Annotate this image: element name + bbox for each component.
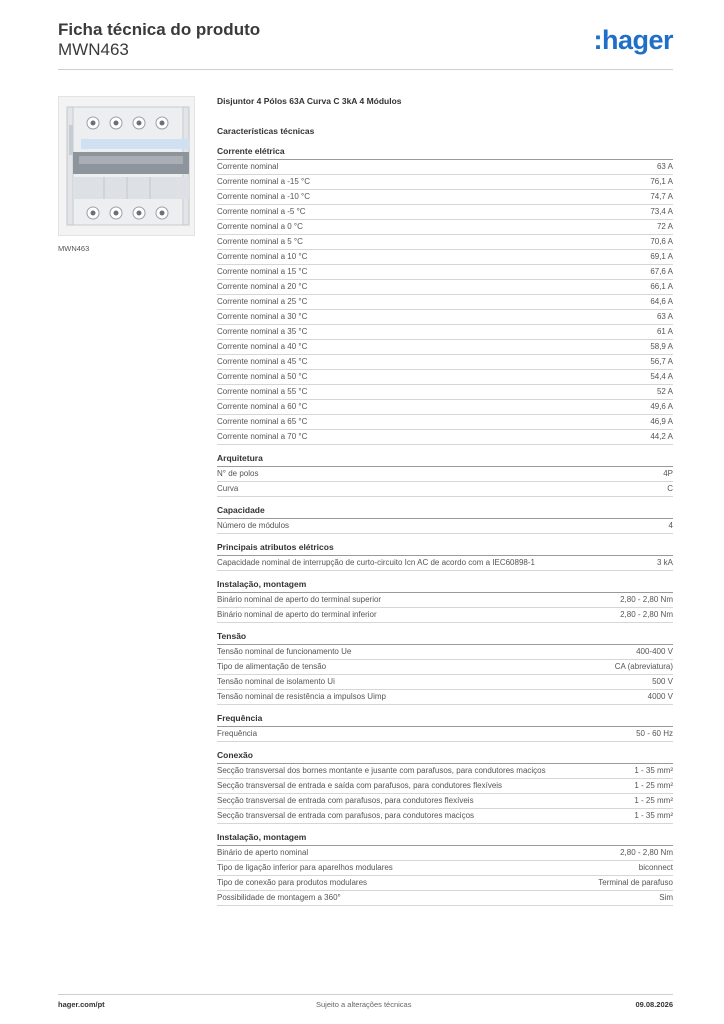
product-description: Disjuntor 4 Pólos 63A Curva C 3kA 4 Módulos bbox=[217, 96, 402, 106]
spec-value: 2,80 - 2,80 Nm bbox=[620, 610, 673, 619]
spec-label: Secção transversal dos bornes montante e jusante com parafusos, para condutores maciços bbox=[217, 766, 546, 775]
spec-label: Corrente nominal a 65 °C bbox=[217, 417, 308, 426]
spec-label: Corrente nominal a 55 °C bbox=[217, 387, 308, 396]
spec-value: 67,6 A bbox=[650, 267, 673, 276]
spec-value: Terminal de parafuso bbox=[598, 878, 673, 887]
spec-row bbox=[217, 482, 673, 497]
hager-logo: :hager bbox=[593, 25, 673, 55]
spec-row bbox=[217, 727, 673, 742]
spec-value: 63 A bbox=[656, 312, 673, 321]
spec-value: 58,9 A bbox=[650, 342, 673, 351]
spec-row bbox=[217, 355, 673, 370]
spec-label: Corrente nominal a 5 °C bbox=[217, 237, 303, 246]
spec-row bbox=[217, 809, 673, 824]
spec-row bbox=[217, 467, 673, 482]
spec-value: 4P bbox=[663, 469, 673, 478]
characteristics-title: Características técnicas bbox=[217, 126, 315, 136]
spec-sections bbox=[217, 145, 673, 906]
spec-label: Binário nominal de aperto do terminal superior bbox=[217, 595, 382, 604]
spec-value: 54,4 A bbox=[650, 372, 673, 381]
spec-row bbox=[217, 385, 673, 400]
spec-label: Corrente nominal bbox=[217, 162, 279, 171]
spec-value: C bbox=[667, 484, 673, 493]
spec-row bbox=[217, 175, 673, 190]
spec-label: Tensão nominal de funcionamento Ue bbox=[217, 647, 352, 656]
spec-value: 500 V bbox=[652, 677, 673, 686]
spec-value: 4000 V bbox=[647, 692, 673, 701]
spec-label: Capacidade nominal de interrupção de curto-circuito Icn AC de acordo com a IEC60898-1 bbox=[217, 558, 535, 567]
spec-value: 72 A bbox=[656, 222, 673, 231]
spec-value: 76,1 A bbox=[650, 177, 673, 186]
spec-row bbox=[217, 675, 673, 690]
spec-value: 49,6 A bbox=[650, 402, 673, 411]
spec-value: 73,4 A bbox=[650, 207, 673, 216]
spec-row bbox=[217, 220, 673, 235]
spec-label: Possibilidade de montagem a 360° bbox=[217, 893, 341, 902]
spec-label: Corrente nominal a 50 °C bbox=[217, 372, 308, 381]
spec-value: 400-400 V bbox=[636, 647, 673, 656]
spec-row bbox=[217, 794, 673, 809]
spec-row bbox=[217, 205, 673, 220]
spec-section bbox=[217, 541, 673, 571]
spec-label: Frequência bbox=[217, 729, 258, 738]
section-heading: Capacidade bbox=[217, 504, 673, 519]
spec-value: 2,80 - 2,80 Nm bbox=[620, 848, 673, 857]
spec-row bbox=[217, 608, 673, 623]
spec-label: Tipo de ligação inferior para aparelhos modulares bbox=[217, 863, 393, 872]
spec-label: Corrente nominal a 10 °C bbox=[217, 252, 308, 261]
spec-value: 56,7 A bbox=[650, 357, 673, 366]
spec-row bbox=[217, 645, 673, 660]
footer-website[interactable]: hager.com/pt bbox=[58, 1000, 105, 1009]
spec-row bbox=[217, 846, 673, 861]
product-image bbox=[58, 96, 195, 236]
spec-section bbox=[217, 630, 673, 705]
spec-row bbox=[217, 690, 673, 705]
spec-row bbox=[217, 415, 673, 430]
spec-label: Curva bbox=[217, 484, 239, 493]
spec-value: 1 - 35 mm² bbox=[634, 811, 673, 820]
spec-row bbox=[217, 779, 673, 794]
spec-label: Secção transversal de entrada com parafusos, para condutores flexíveis bbox=[217, 796, 474, 805]
section-heading: Frequência bbox=[217, 712, 673, 727]
spec-value: biconnect bbox=[638, 863, 673, 872]
spec-value: 1 - 25 mm² bbox=[634, 781, 673, 790]
section-heading: Arquitetura bbox=[217, 452, 673, 467]
spec-value: 61 A bbox=[656, 327, 673, 336]
spec-label: Corrente nominal a 15 °C bbox=[217, 267, 308, 276]
footer-notice: Sujeito a alterações técnicas bbox=[316, 1000, 412, 1009]
spec-label: Corrente nominal a 30 °C bbox=[217, 312, 308, 321]
spec-section bbox=[217, 749, 673, 824]
spec-row bbox=[217, 310, 673, 325]
spec-value: 4 bbox=[668, 521, 673, 530]
spec-label: Corrente nominal a 35 °C bbox=[217, 327, 308, 336]
spec-value: 1 - 35 mm² bbox=[634, 766, 673, 775]
section-heading: Principais atributos elétricos bbox=[217, 541, 673, 556]
spec-label: Corrente nominal a 45 °C bbox=[217, 357, 308, 366]
section-heading: Instalação, montagem bbox=[217, 578, 673, 593]
spec-section bbox=[217, 831, 673, 906]
section-heading: Corrente elétrica bbox=[217, 145, 673, 160]
spec-value: Sim bbox=[659, 893, 673, 902]
spec-section bbox=[217, 452, 673, 497]
spec-value: 63 A bbox=[656, 162, 673, 171]
spec-row bbox=[217, 340, 673, 355]
spec-value: 50 - 60 Hz bbox=[636, 729, 673, 738]
spec-label: Corrente nominal a 60 °C bbox=[217, 402, 308, 411]
spec-value: CA (abreviatura) bbox=[614, 662, 673, 671]
spec-value: 64,6 A bbox=[650, 297, 673, 306]
spec-label: Secção transversal de entrada e saída com parafusos, para condutores flexíveis bbox=[217, 781, 503, 790]
spec-row bbox=[217, 160, 673, 175]
spec-value: 2,80 - 2,80 Nm bbox=[620, 595, 673, 604]
spec-label: Tensão nominal de resistência a impulsos Uimp bbox=[217, 692, 386, 701]
spec-row bbox=[217, 235, 673, 250]
spec-row bbox=[217, 370, 673, 385]
spec-label: Corrente nominal a -15 °C bbox=[217, 177, 311, 186]
spec-value: 3 kA bbox=[656, 558, 673, 567]
product-code: MWN463 bbox=[58, 40, 129, 59]
section-heading: Tensão bbox=[217, 630, 673, 645]
page-footer bbox=[58, 994, 673, 1018]
spec-content bbox=[217, 96, 673, 906]
spec-value: 74,7 A bbox=[650, 192, 673, 201]
circuit-breaker-illustration bbox=[59, 97, 194, 235]
spec-label: Binário nominal de aperto do terminal inferior bbox=[217, 610, 377, 619]
spec-value: 1 - 25 mm² bbox=[634, 796, 673, 805]
spec-row bbox=[217, 190, 673, 205]
image-caption: MWN463 bbox=[58, 244, 90, 253]
spec-label: Binário de aperto nominal bbox=[217, 848, 309, 857]
spec-label: Tipo de alimentação de tensão bbox=[217, 662, 327, 671]
spec-row bbox=[217, 265, 673, 280]
spec-value: 44,2 A bbox=[650, 432, 673, 441]
spec-label: Tensão nominal de isolamento Ui bbox=[217, 677, 335, 686]
spec-label: Corrente nominal a 0 °C bbox=[217, 222, 303, 231]
spec-value: 70,6 A bbox=[650, 237, 673, 246]
spec-label: Corrente nominal a 20 °C bbox=[217, 282, 308, 291]
page-header bbox=[58, 20, 673, 70]
spec-label: N° de polos bbox=[217, 469, 259, 478]
spec-row bbox=[217, 295, 673, 310]
spec-row bbox=[217, 876, 673, 891]
spec-value: 46,9 A bbox=[650, 417, 673, 426]
spec-value: 52 A bbox=[656, 387, 673, 396]
footer-date: 09.08.2026 bbox=[635, 1000, 673, 1009]
spec-row bbox=[217, 325, 673, 340]
spec-label: Corrente nominal a -10 °C bbox=[217, 192, 311, 201]
spec-row bbox=[217, 400, 673, 415]
spec-row bbox=[217, 861, 673, 876]
spec-label: Secção transversal de entrada com parafusos, para condutores maciços bbox=[217, 811, 475, 820]
spec-row bbox=[217, 280, 673, 295]
document-title: Ficha técnica do produto bbox=[58, 20, 261, 39]
section-heading: Conexão bbox=[217, 749, 673, 764]
section-heading: Instalação, montagem bbox=[217, 831, 673, 846]
spec-label: Corrente nominal a 40 °C bbox=[217, 342, 308, 351]
spec-section bbox=[217, 504, 673, 534]
spec-label: Corrente nominal a 25 °C bbox=[217, 297, 308, 306]
spec-row bbox=[217, 660, 673, 675]
spec-row bbox=[217, 891, 673, 906]
spec-row bbox=[217, 556, 673, 571]
spec-label: Tipo de conexão para produtos modulares bbox=[217, 878, 368, 887]
spec-label: Corrente nominal a 70 °C bbox=[217, 432, 308, 441]
spec-label: Corrente nominal a -5 °C bbox=[217, 207, 306, 216]
spec-label: Número de módulos bbox=[217, 521, 290, 530]
spec-row bbox=[217, 250, 673, 265]
spec-value: 69,1 A bbox=[650, 252, 673, 261]
spec-section bbox=[217, 145, 673, 445]
spec-section bbox=[217, 578, 673, 623]
spec-row bbox=[217, 593, 673, 608]
spec-section bbox=[217, 712, 673, 742]
spec-value: 66,1 A bbox=[650, 282, 673, 291]
spec-row bbox=[217, 430, 673, 445]
spec-row bbox=[217, 519, 673, 534]
spec-row bbox=[217, 764, 673, 779]
